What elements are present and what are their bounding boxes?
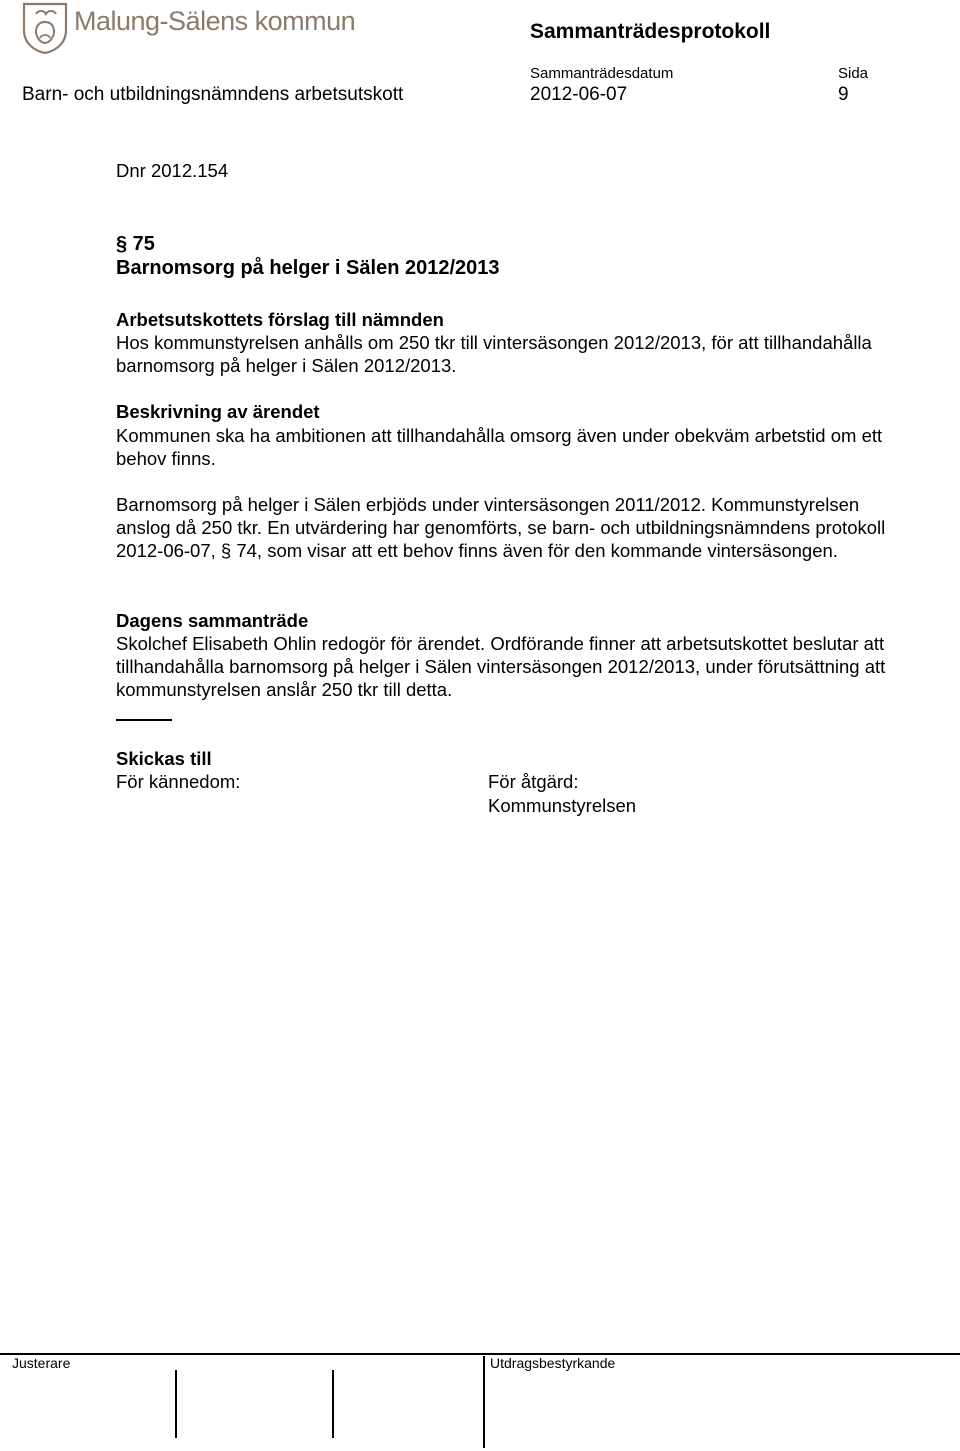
meeting-heading: Dagens sammanträde (116, 610, 309, 631)
footer-rule (0, 1353, 960, 1355)
signature-box-divider (175, 1370, 177, 1438)
sent-to-heading: Skickas till (116, 748, 212, 769)
case-number: Dnr 2012.154 (116, 160, 229, 181)
separator-line (116, 719, 172, 721)
signature-box-divider (332, 1370, 334, 1438)
for-action-label: För åtgärd: (488, 771, 579, 792)
description-text-2: Barnomsorg på helger i Sälen erbjöds under vintersäsongen 2011/2012. Kommunstyrelsen anslog då 250 tkr. En utvärdering har genomförts, se barn- och utbildningsnämndens protokoll 2012-06-07, § 74, som visar att ett behov finns även för den kommande vintersäsongen. (116, 494, 886, 561)
logo-text: Malung-Sälens kommun (74, 6, 356, 36)
for-action-recipient: Kommunstyrelsen (488, 795, 637, 816)
proposal-heading: Arbetsutskottets förslag till nämnden (116, 309, 444, 330)
case-title: Barnomsorg på helger i Sälen 2012/2013 (116, 257, 500, 279)
description-text: Kommunen ska ha ambitionen att tillhandahålla omsorg även under obekväm arbetstid om ett behov finns. (116, 425, 883, 469)
proposal-text: Hos kommunstyrelsen anhålls om 250 tkr till vintersäsongen 2012/2013, för att tillhandahålla barnomsorg på helger i Sälen 2012/2013. (116, 332, 872, 376)
page-label: Sida (838, 65, 869, 82)
meeting-date: 2012-06-07 (530, 84, 628, 105)
date-label: Sammanträdesdatum (530, 65, 674, 82)
justerare-label: Justerare (12, 1355, 71, 1371)
page-number: 9 (838, 84, 849, 105)
for-info-label: För kännedom: (116, 771, 241, 792)
description-heading: Beskrivning av ärendet (116, 401, 320, 422)
signature-box-divider (483, 1356, 485, 1448)
utdragsbestyrkande-label: Utdragsbestyrkande (490, 1355, 616, 1371)
committee-name: Barn- och utbildningsnämndens arbetsutskott (22, 84, 404, 105)
section-number: § 75 (116, 233, 155, 255)
document-title: Sammanträdesprotokoll (530, 20, 771, 43)
meeting-text: Skolchef Elisabeth Ohlin redogör för ärendet. Ordförande finner att arbetsutskottet beslutar att tillhandahålla barnomsorg på helger i Sälen vintersäsongen 2012/2013, under förutsättning att kommunstyrelsen anslår 250 tkr till detta. (116, 633, 886, 700)
municipality-logo (22, 2, 68, 54)
